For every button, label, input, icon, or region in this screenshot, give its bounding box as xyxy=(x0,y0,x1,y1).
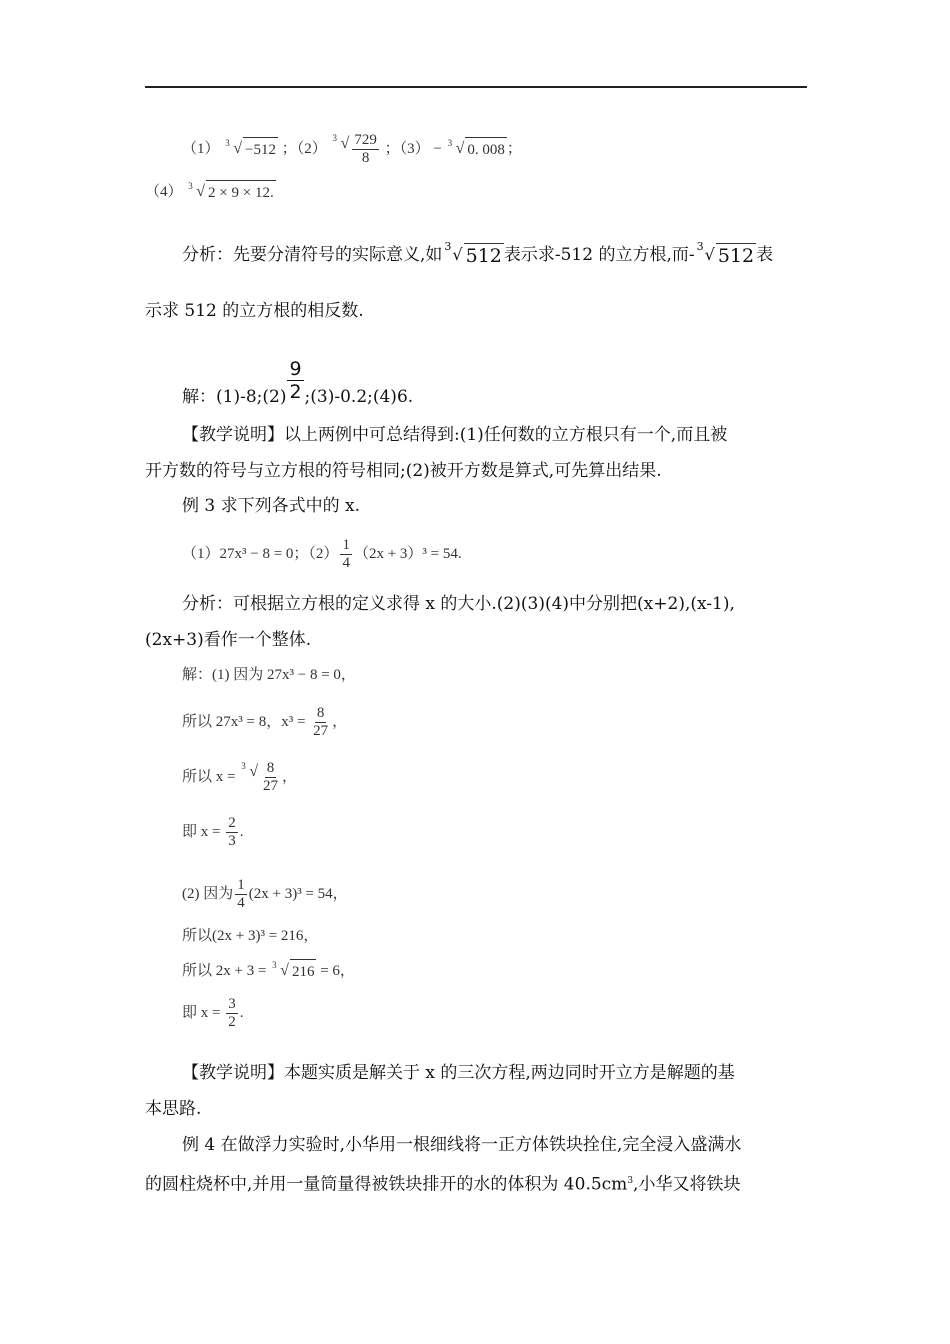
solution-3-part2-step-1: (2) 因为 $\frac{1}{4}$ (2x + 3)³ = 54， xyxy=(182,877,348,911)
cube-root: 3 √ 216 xyxy=(270,959,316,984)
solution-1: 解：(1)-8;(2) $\frac{9}{2}$ ;(3)-0.2;(4)6. xyxy=(182,358,414,407)
analysis-1-line-2: 示求 512 的立方根的相反数. xyxy=(145,301,364,321)
fraction: $\frac{2}{3}$ xyxy=(228,815,236,849)
solution-3-step-4: 即 x = $\frac{2}{3}$ . xyxy=(182,815,244,849)
example-3-equations: （1）27x³ − 8 = 0；（2） $\frac{1}{4}$ （2x + 3）³ = 54. xyxy=(182,537,462,571)
solution-3-part2-step-4: 即 x = $\frac{3}{2}$ . xyxy=(182,996,244,1030)
fraction: $\frac{8}{27}$ xyxy=(313,705,329,739)
fraction: $\frac{1}{4}$ xyxy=(237,877,245,911)
solution-3-step-2: 所以 27x³ = 8，x³ = $\frac{8}{27}$ ， xyxy=(182,705,348,739)
solution-3-step-3: 所以 x = 3 √ $\frac{8}{27}$ ， xyxy=(182,760,298,794)
fraction: $\frac{9}{2}$ xyxy=(289,358,302,403)
example-4-line-2: 的圆柱烧杯中,并用一量筒量得被铁块排开的水的体积为 $40.5cm^3$,小华又将铁块 xyxy=(145,1174,741,1195)
example-4-line-1: 例 4 在做浮力实验时,小华用一根细线将一正方体铁块拴住,完全浸入盛满水 xyxy=(182,1135,742,1155)
teaching-note-2-line-1: 【教学说明】本题实质是解关于 x 的三次方程,两边同时开立方是解题的基 xyxy=(182,1063,735,1083)
teaching-note-1-line-2: 开方数的符号与立方根的符号相同;(2)被开方数是算式,可先算出结果. xyxy=(145,461,662,481)
fraction: $\frac{1}{4}$ xyxy=(342,537,350,571)
cube-root: 3 √ 512 xyxy=(444,240,502,267)
header-rule xyxy=(145,86,807,88)
solution-3-part2-step-3: 所以 2x + 3 = 3 √ 216 = 6， xyxy=(182,959,355,984)
cube-root: 3 √ 512 xyxy=(696,240,755,267)
example-3-title: 例 3 求下列各式中的 x. xyxy=(182,496,361,516)
cube-root: 3 √ 0. 008 xyxy=(446,137,507,162)
analysis-1-line-1: 分析：先要分清符号的实际意义,如 3 √ 512 表示求-512 的立方根,而- 3 √ 512 表 xyxy=(182,240,774,267)
cube-root: 3 √ −512 xyxy=(223,137,278,162)
analysis-3-line-1: 分析：可根据立方根的定义求得 x 的大小.(2)(3)(4)中分别把(x+2),(x-1), xyxy=(182,594,735,614)
analysis-3-line-2: (2x+3)看作一个整体. xyxy=(145,630,312,650)
teaching-note-1-line-1: 【教学说明】以上两例中可总结得到:(1)任何数的立方根只有一个,而且被 xyxy=(182,425,728,445)
teaching-note-2-line-2: 本思路. xyxy=(145,1099,202,1119)
cube-root-fraction: 3 √ $\frac{8}{27}$ xyxy=(241,760,278,794)
solution-3-step-1: 解：(1) 因为 27x³ − 8 = 0， xyxy=(182,667,356,683)
solution-3-part2-step-2: 所以(2x + 3)³ = 216， xyxy=(182,928,319,944)
problem-line-1: （1） 3 √ −512 ；（2） 3 √ $\frac{729}{8}$ ；（3） − 3 √ 0. 008 ； xyxy=(182,132,522,166)
cube-root: 3 √ 2 × 9 × 12. xyxy=(186,180,275,205)
fraction: $\frac{3}{2}$ xyxy=(228,996,236,1030)
cube-root-fraction: 3 √ $\frac{729}{8}$ xyxy=(332,132,377,166)
problem-line-2: （4） 3 √ 2 × 9 × 12. xyxy=(145,180,276,205)
